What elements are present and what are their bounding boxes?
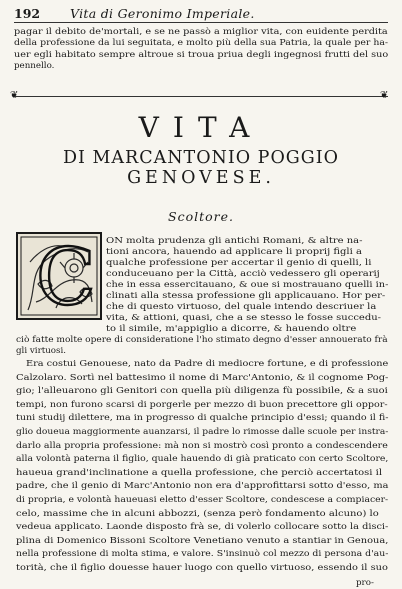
header-rule: [14, 22, 388, 23]
text-line: nella professione di molta stima, e valore. S'insinuò col mezzo di persona d'au-: [16, 549, 389, 560]
text-line: alla volontà paterna il figlio, quale hauendo di già praticato con certo Scoltore,: [16, 454, 389, 465]
heading-role: Scoltore.: [168, 209, 234, 224]
text-line: pennello.: [14, 60, 55, 71]
catchword: pro-: [356, 578, 374, 588]
text-line: darlo alla propria professione: mà non si mostrò così pronto a condescendere: [16, 440, 388, 451]
text-line: vita, & attioni, quasi, che a se stesso le fosse succedu-: [106, 313, 382, 323]
text-line: gio; l'alleuarono gli Genitori con quella più diligenza fù possibile, & a suoi: [16, 386, 388, 397]
text-line: della professione da lui seguitata, e molto più della sua Patria, la quale per ha-: [14, 38, 389, 49]
text-line: vedeua applicato. Laonde disposto frà se, di volerlo collocare sotto la disci-: [16, 522, 389, 533]
text-line: haueua grand'inclinatione a quella professione, che perciò accertatosi il: [16, 467, 383, 478]
ornamental-divider: [14, 96, 388, 97]
decorated-dropcap: [16, 232, 102, 320]
running-title: Vita di Geronimo Imperiale.: [70, 6, 255, 21]
text-line: ON molta prudenza gli antichi Romani, & altre na-: [106, 236, 363, 246]
text-line: tioni ancora, hauendo ad applicare li proprij figli a: [106, 247, 362, 257]
text-line: to il simile, m'appiglio a dicorre, & hauendo oltre: [106, 324, 357, 334]
ornament-left-icon: ❦: [10, 90, 19, 101]
running-header: [14, 6, 388, 22]
dropcap-letter: C: [36, 233, 96, 320]
text-line: conduceuano per la Città, acciò vedessero gli operarij: [106, 269, 380, 279]
text-line: uer egli habitato sempre altroue si troua priua degli ingegnosi frutti del suo: [14, 49, 389, 60]
text-line: tuni studij dilettere, ma in progresso di qualche principio d'essi; quando il fi-: [16, 413, 389, 424]
text-line: tempi, non furono scarsi di porgerle per mezzo di buon precettore gli oppor-: [16, 399, 388, 410]
text-line: qualche professione per accertar il genio di quelli, li: [106, 258, 372, 268]
text-line: ciò fatte molte opere di consideratione l'ho stimato degno d'esser annouerato frà: [16, 335, 388, 345]
heading-origin: GENOVESE.: [127, 168, 275, 188]
text-line: gli virtuosi.: [16, 346, 67, 356]
text-line: celo, massime che in alcuni abbozzi, (senza però fondamento alcuno) lo: [16, 508, 379, 519]
text-line: padre, che il genio di Marc'Antonio non era d'approfittarsi sotto d'esso, ma: [16, 481, 389, 492]
ornament-right-icon: ❦: [380, 90, 389, 101]
text-line: di propria, e volontà haueuasi eletto d'esser Scoltore, condescese a compiacer-: [16, 495, 389, 505]
text-line: Era costui Genouese, nato da Padre di mediocre fortune, e di professione: [26, 359, 389, 369]
text-line: che di questo virtuoso, del quale intendo descriuer la: [106, 302, 377, 312]
text-line: clinati alla stessa professione gli applicauano. Hor per-: [106, 291, 386, 301]
heading-name: DI MARCANTONIO POGGIO: [62, 148, 340, 168]
text-line: pagar il debito de'mortali, e se ne passò a miglior vita, con euidente perdita: [14, 27, 388, 37]
heading-vita: VITA: [138, 111, 264, 144]
text-line: Calzolaro. Sortì nel battesimo il nome di Marc'Antonio, & il cognome Pog-: [16, 372, 389, 383]
text-line: che in essa essercitauano, & oue si mostrauano quelli in-: [106, 280, 389, 290]
page-number: 192: [14, 6, 41, 21]
text-line: plina di Domenico Bissoni Scoltore Venetiano venuto a stantiar in Genoua,: [16, 535, 389, 546]
text-line: glio doueua maggiormente auanzarsi, il padre lo rimosse dalle scuole per instra-: [16, 427, 389, 437]
text-line: torità, che il figlio douesse hauer luogo con quello virtuoso, essendo il suo: [16, 563, 388, 573]
